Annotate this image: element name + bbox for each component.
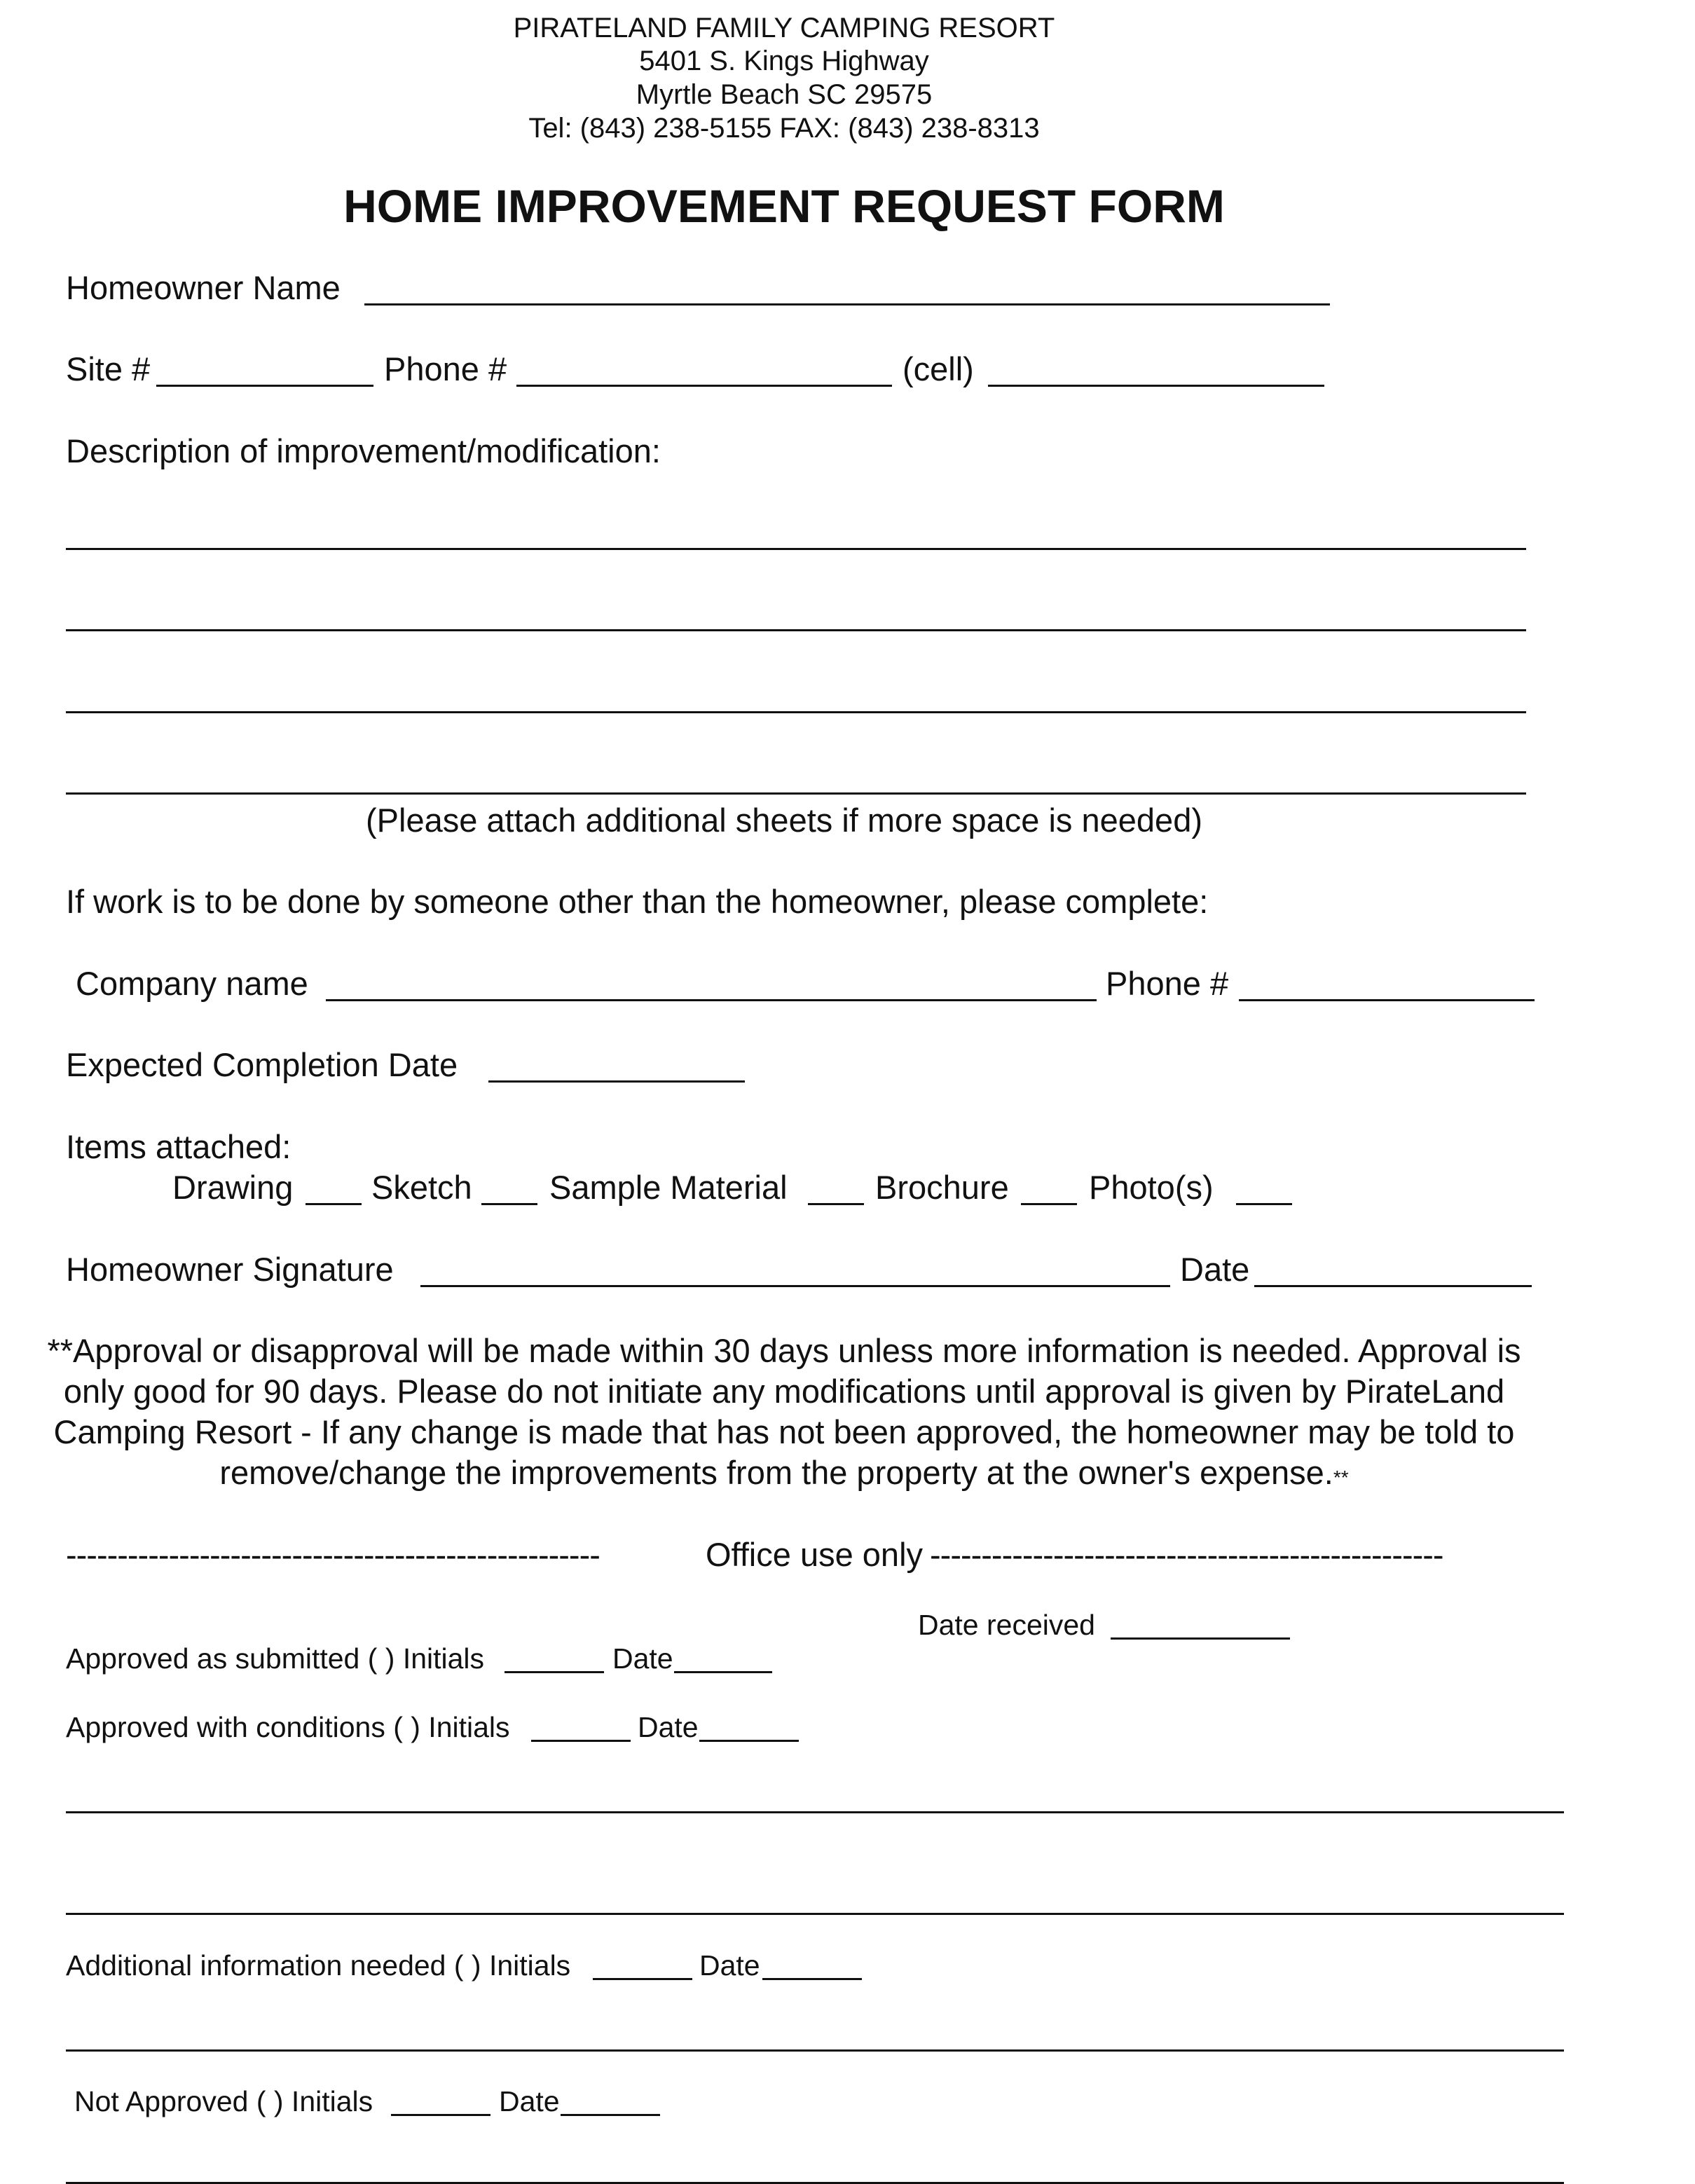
not-approved-date-label: Date [499, 2085, 560, 2117]
approved-initials-field[interactable] [505, 1671, 604, 1673]
signature-date-field[interactable] [1254, 1285, 1532, 1287]
description-label: Description of improvement/modification: [66, 432, 661, 469]
signature-label: Homeowner Signature [66, 1251, 394, 1288]
not-approved-label: Not Approved ( ) Initials [74, 2085, 373, 2117]
disclaimer-line-1: **Approval or disapproval will be made within 30 days unless more information is needed. Approval is [47, 1332, 1521, 1369]
disclaimer-line-2: only good for 90 days. Please do not initiate any modifications until approval is given by PirateLand [63, 1373, 1505, 1410]
description-line-1[interactable] [66, 548, 1526, 550]
not-approved-date-field[interactable] [561, 2114, 660, 2116]
approved-label: Approved as submitted ( ) Initials [66, 1642, 485, 1675]
approved-conditions-date-label: Date [638, 1711, 699, 1743]
approved-conditions-date-field[interactable] [699, 1740, 799, 1742]
site-label: Site # [66, 350, 151, 387]
contractor-intro: If work is to be done by someone other than the homeowner, please complete: [66, 883, 1209, 920]
item-sample-material-label: Sample Material [549, 1169, 788, 1206]
additional-info-date-field[interactable] [762, 1978, 862, 1980]
cell-field[interactable] [988, 385, 1324, 387]
approved-conditions-label: Approved with conditions ( ) Initials [66, 1711, 510, 1743]
item-photos-field[interactable] [1236, 1203, 1292, 1205]
contact-line: Tel: (843) 238-5155 FAX: (843) 238-8313 [528, 113, 1040, 144]
office-use-only-label: Office use only [705, 1536, 924, 1573]
additional-info-initials-field[interactable] [593, 1978, 692, 1980]
company-phone-label: Phone # [1106, 965, 1229, 1002]
company-name-label: Company name [76, 965, 308, 1002]
signature-date-label: Date [1180, 1251, 1250, 1288]
approved-conditions-initials-field[interactable] [531, 1740, 631, 1742]
item-sample-material-field[interactable] [808, 1203, 864, 1205]
not-approved-initials-field[interactable] [391, 2114, 490, 2116]
site-field[interactable] [156, 385, 373, 387]
additional-info-label: Additional information needed ( ) Initials [66, 1949, 571, 1982]
attach-note: (Please attach additional sheets if more space is needed) [366, 802, 1202, 839]
items-attached-label: Items attached: [66, 1128, 291, 1165]
additional-info-line[interactable] [66, 2049, 1564, 2052]
office-divider [66, 1538, 1563, 1571]
description-line-2[interactable] [66, 629, 1526, 631]
approved-date-label: Date [612, 1642, 673, 1675]
org-name: PIRATELAND FAMILY CAMPING RESORT [513, 13, 1055, 43]
signature-field[interactable] [420, 1285, 1170, 1287]
disclaimer-stars: ** [1333, 1467, 1349, 1488]
form-title: HOME IMPROVEMENT REQUEST FORM [343, 180, 1225, 232]
item-brochure-label: Brochure [875, 1169, 1009, 1206]
date-received-label: Date received [918, 1609, 1095, 1641]
conditions-line-1[interactable] [66, 1811, 1564, 1813]
item-drawing-label: Drawing [172, 1169, 294, 1206]
street-address: 5401 S. Kings Highway [639, 46, 929, 76]
item-brochure-field[interactable] [1021, 1203, 1077, 1205]
description-line-4[interactable] [66, 792, 1526, 795]
date-received-field[interactable] [1111, 1637, 1290, 1640]
disclaimer-line-3: Camping Resort - If any change is made that has not been approved, the homeowner may be told to [53, 1413, 1515, 1450]
office-dashes-left: ---------------------------------------------------- [66, 1538, 600, 1571]
phone-label: Phone # [384, 350, 507, 387]
additional-info-date-label: Date [699, 1949, 760, 1982]
cell-label: (cell) [903, 350, 974, 387]
city-address: Myrtle Beach SC 29575 [636, 79, 933, 110]
phone-field[interactable] [516, 385, 892, 387]
homeowner-name-label: Homeowner Name [66, 269, 341, 306]
approved-date-field[interactable] [674, 1671, 772, 1673]
item-sketch-label: Sketch [371, 1169, 472, 1206]
company-name-field[interactable] [326, 999, 1097, 1001]
item-drawing-field[interactable] [306, 1203, 362, 1205]
disclaimer-line-4 [0, 1456, 1568, 1489]
completion-date-field[interactable] [488, 1080, 745, 1083]
completion-date-label: Expected Completion Date [66, 1046, 458, 1083]
item-photos-label: Photo(s) [1089, 1169, 1214, 1206]
conditions-line-2[interactable] [66, 1913, 1564, 1915]
disclaimer-line-4-text: remove/change the improvements from the property at the owner's expense. [219, 1454, 1333, 1491]
office-dashes-right: -------------------------------------------------- [930, 1538, 1443, 1571]
item-sketch-field[interactable] [481, 1203, 537, 1205]
homeowner-name-field[interactable] [364, 303, 1330, 305]
company-phone-field[interactable] [1239, 999, 1535, 1001]
description-line-3[interactable] [66, 711, 1526, 713]
